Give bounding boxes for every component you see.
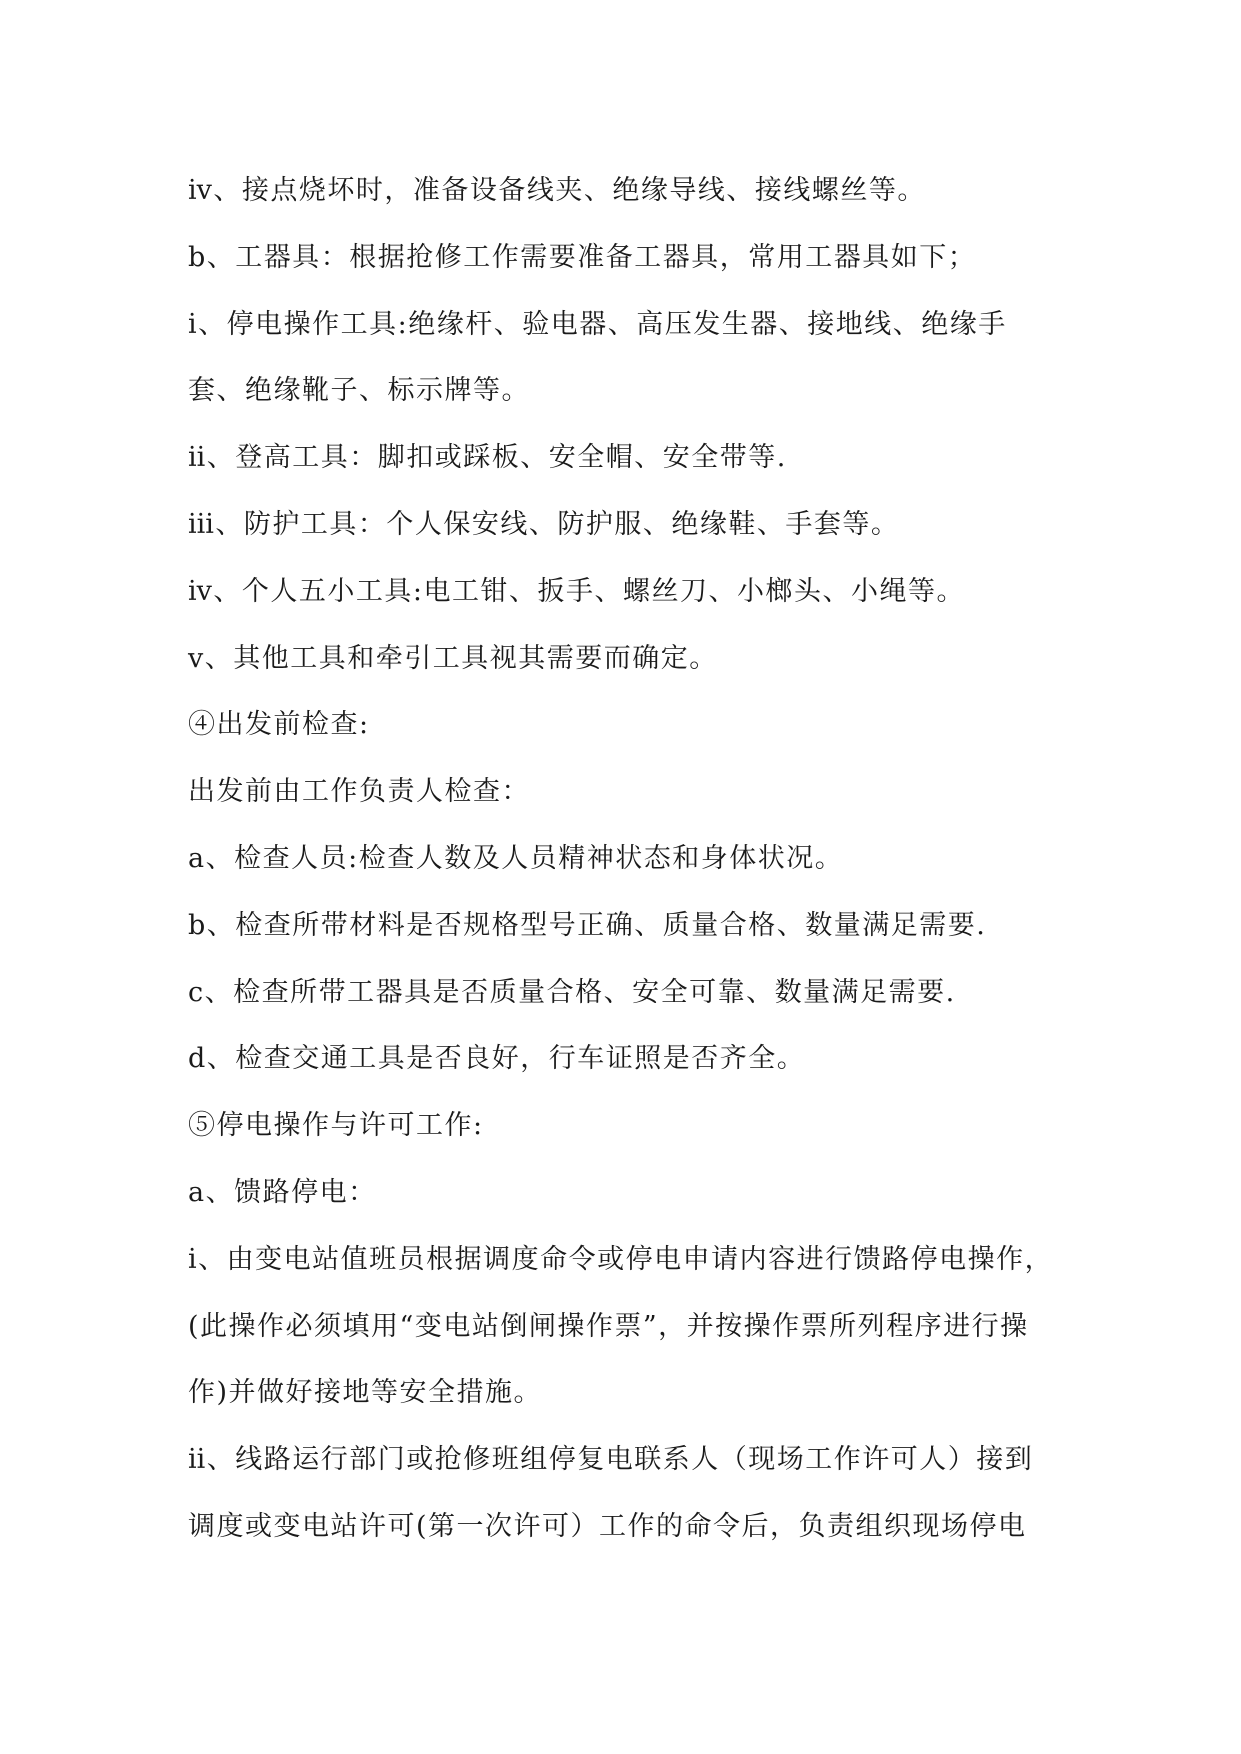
text-line: ⅳ、接点烧坏时，准备设备线夹、绝缘导线、接线螺丝等。 bbox=[188, 175, 926, 206]
text-line: ⅴ、其他工具和牵引工具视其需要而确定。 bbox=[188, 642, 718, 674]
text-line: 套、绝缘靴子、标示牌等。 bbox=[188, 375, 530, 407]
text-line: ⅱ、登高工具：脚扣或踩板、安全帽、安全带等. bbox=[188, 442, 787, 474]
text-line: ⅰ、由变电站值班员根据调度命令或停电申请内容进行馈路停电操作， bbox=[188, 1243, 1054, 1275]
text-line: ⅱ、线路运行部门或抢修班组停复电联系人（现场工作许可人）接到 bbox=[188, 1444, 1034, 1476]
text-line: 出发前由工作负责人检查： bbox=[188, 776, 530, 808]
section-heading: ⑤停电操作与许可工作: bbox=[188, 1110, 484, 1142]
section-heading: ④出发前检查: bbox=[188, 709, 370, 741]
text-line: 调度或变电站许可(第一次许可）工作的命令后，负责组织现场停电 bbox=[188, 1510, 1027, 1542]
text-line: ⅳ、个人五小工具:电工钳、扳手、螺丝刀、小榔头、小绳等。 bbox=[188, 575, 965, 607]
text-line: b、检查所带材料是否规格型号正确、质量合格、数量满足需要. bbox=[188, 909, 987, 941]
text-line: a、馈路停电： bbox=[188, 1176, 377, 1208]
text-line: b、工器具：根据抢修工作需要准备工器具，常用工器具如下； bbox=[188, 241, 977, 273]
text-line: d、检查交通工具是否良好，行车证照是否齐全。 bbox=[188, 1043, 806, 1075]
text-line: 作)并做好接地等安全措施。 bbox=[188, 1377, 543, 1409]
text-line: c、检查所带工器具是否质量合格、安全可靠、数量满足需要. bbox=[188, 976, 956, 1008]
text-line: ⅲ、防护工具：个人保安线、防护服、绝缘鞋、手套等。 bbox=[188, 508, 900, 540]
document-body bbox=[188, 158, 1068, 1561]
text-line: ⅰ、停电操作工具:绝缘杆、验电器、高压发生器、接地线、绝缘手 bbox=[188, 308, 1007, 340]
text-line: a、检查人员:检查人数及人员精神状态和身体状况。 bbox=[188, 842, 844, 874]
text-line: (此操作必须填用“变电站倒闸操作票”，并按操作票所列程序进行操 bbox=[188, 1310, 1029, 1342]
